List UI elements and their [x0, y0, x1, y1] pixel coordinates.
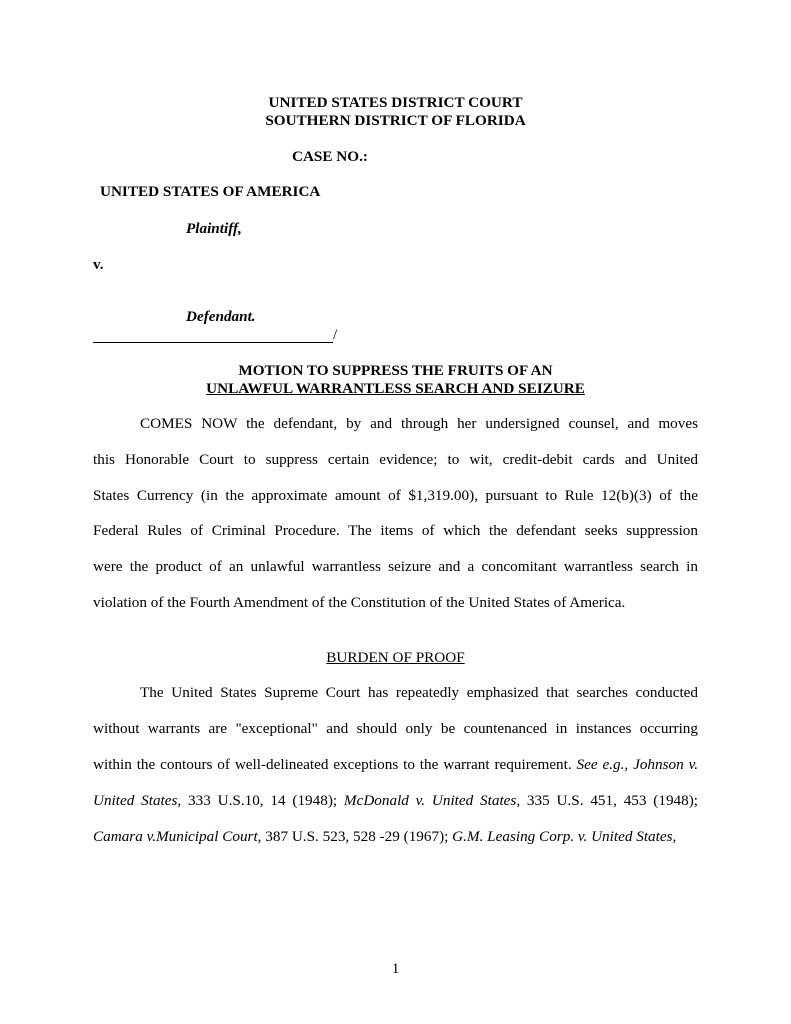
motion-line: were the product of an unlawful warrantless seizure and a concomitant warrantless search in	[93, 558, 698, 575]
case-citation: , 335 U.S. 451, 453 (1948);	[516, 792, 699, 809]
versus-label: v.	[93, 256, 104, 273]
defendant-role: Defendant.	[186, 308, 256, 325]
motion-line: this Honorable Court to suppress certain evidence; to wit, credit-debit cards and United	[93, 451, 698, 468]
burden-line	[93, 756, 698, 774]
motion-title-line2: UNLAWFUL WARRANTLESS SEARCH AND SEIZURE	[206, 380, 585, 397]
caption-signature-line	[93, 342, 333, 343]
case-name: Camara v.Municipal Court	[93, 828, 258, 845]
case-citation: , 387 U.S. 523, 528 -29 (1967);	[257, 828, 449, 845]
case-name: McDonald v. United States	[343, 792, 517, 809]
motion-title-line1: MOTION TO SUPPRESS THE FRUITS OF AN	[238, 362, 553, 379]
burden-line	[93, 828, 698, 846]
motion-line: States Currency (in the approximate amount of $1,319.00), pursuant to Rule 12(b)(3) of the	[93, 487, 698, 504]
court-name: UNITED STATES DISTRICT COURT	[268, 94, 523, 111]
burden-line	[93, 792, 698, 810]
burden-line: without warrants are "exceptional" and should only be countenanced in instances occurring	[93, 720, 698, 737]
motion-line: violation of the Fourth Amendment of the Constitution of the United States of America.	[93, 594, 626, 611]
case-name: United States	[93, 792, 178, 809]
caption-slash: /	[333, 326, 338, 343]
burden-line: The United States Supreme Court has repeatedly emphasized that searches conducted	[140, 684, 698, 701]
case-citation: , 333 U.S.10, 14 (1948);	[177, 792, 338, 809]
case-number-label: CASE NO.:	[292, 148, 368, 165]
motion-line: Federal Rules of Criminal Procedure. The items of which the defendant seeks suppression	[93, 522, 698, 539]
motion-line: COMES NOW the defendant, by and through her undersigned counsel, and moves	[140, 415, 698, 432]
section-heading-burden: BURDEN OF PROOF	[326, 649, 465, 666]
case-citation: ,	[672, 828, 677, 845]
page-number: 1	[391, 960, 400, 977]
plaintiff-party: UNITED STATES OF AMERICA	[100, 183, 321, 200]
citation-signal: See e.g., Johnson v.	[576, 756, 698, 773]
plaintiff-role: Plaintiff,	[186, 220, 242, 237]
case-name: G.M. Leasing Corp. v. United States	[452, 828, 673, 845]
court-district: SOUTHERN DISTRICT OF FLORIDA	[265, 112, 526, 129]
burden-text: within the contours of well-delineated exceptions to the warrant requirement.	[93, 756, 572, 773]
